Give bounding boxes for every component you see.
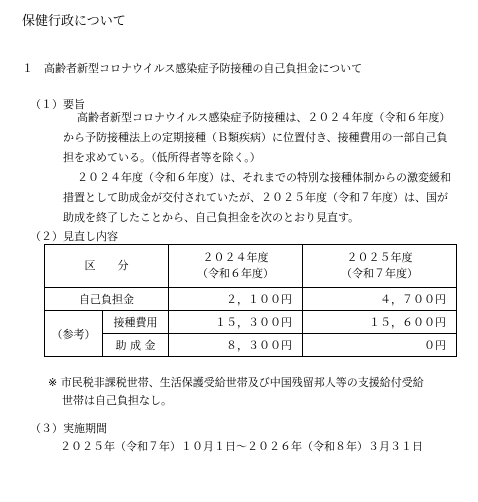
footnote-line: 世帯は自己負担なし。: [62, 394, 172, 407]
header-2024-year: ２０２４年度: [202, 251, 269, 264]
purpose-line: 高齢者新型コロナウイルス感染症予防接種は、２０２４年度（令和６年度）: [77, 111, 451, 124]
purpose-line: 担を求めている。（低所得者等を除く。）: [63, 151, 261, 164]
table-header-row: [45, 245, 457, 288]
purpose-line: 助成を終了したことから、自己負担金を次のとおり見直す。: [63, 211, 360, 224]
purpose-body: [63, 108, 463, 228]
header-2025: [303, 245, 457, 288]
section-1-heading: １ 高齢者新型コロナウイルス感染症予防接種の自己負担金について: [22, 62, 363, 75]
row-label-grant: 助 成 金: [103, 334, 169, 357]
row-label-self-pay: 自己負担金: [45, 288, 169, 311]
header-2024: [169, 245, 303, 288]
cell-grant-2024: ８，３００円: [169, 334, 303, 357]
table-row: [45, 334, 457, 357]
row-label-reference: （参考）: [45, 311, 103, 357]
footnote-line: ※ 市民税非課税世帯、生活保護受給世帯及び中国残留邦人等の支援給付受給: [48, 376, 424, 389]
row-label-fee: 接種費用: [103, 311, 169, 334]
table-row: [45, 311, 457, 334]
header-2025-era: （令和７年度）: [341, 267, 418, 280]
cost-table: [44, 244, 457, 357]
period-heading: （３）実施期間: [30, 422, 107, 435]
header-2024-era: （令和６年度）: [197, 267, 274, 280]
footnote: [48, 374, 468, 410]
header-category: 区 分: [45, 245, 169, 288]
cell-self-pay-2024: ２，１００円: [169, 288, 303, 311]
period-text: ２０２５年（令和７年）１０月１日～２０２６年（令和８年）３月３１日: [60, 440, 423, 453]
cell-fee-2025: １５，６００円: [303, 311, 457, 334]
cell-self-pay-2025: ４，７００円: [303, 288, 457, 311]
table-row: [45, 288, 457, 311]
purpose-heading: （１）要旨: [30, 98, 85, 111]
cell-fee-2024: １５，３００円: [169, 311, 303, 334]
purpose-line: 措置として助成金が交付されていたが、２０２５年度（令和７年度）は、国が: [63, 191, 448, 204]
review-heading: （２）見直し内容: [30, 230, 118, 243]
page-title: 保健行政について: [22, 14, 126, 29]
purpose-line: から予防接種法上の定期接種（Ｂ類疾病）に位置付き、接種費用の一部自己負: [63, 131, 448, 144]
cell-grant-2025: ０円: [303, 334, 457, 357]
header-2025-year: ２０２５年度: [346, 251, 413, 264]
purpose-line: ２０２４年度（令和６年度）は、それまでの特別な接種体制からの激変緩和: [77, 171, 451, 184]
